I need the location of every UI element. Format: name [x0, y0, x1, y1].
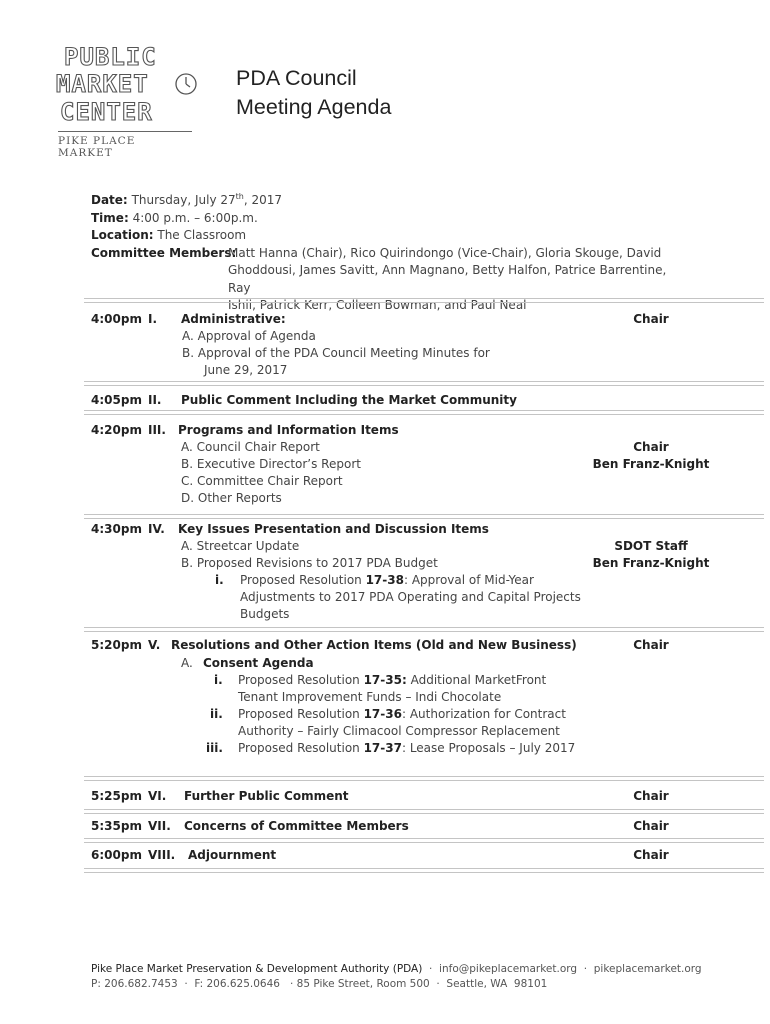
- divider: [84, 514, 764, 519]
- subitem-presenter: Ben Franz-Knight: [592, 457, 710, 471]
- members-label: Committee Members:: [91, 245, 237, 260]
- location-value: The Classroom: [157, 228, 247, 242]
- footer-website[interactable]: pikeplacemarket.org: [593, 963, 702, 975]
- members-list: Matt Hanna (Chair), Rico Quirindongo (Vice-Chair), Gloria Skouge, David Ghoddousi, James Savitt, Ann Magnano, Betty Halfon, Patrice Barrentine, Ray Ishii, Patrick Kerr, Colleen Bowman, and Paul Neal: [228, 245, 667, 312]
- item-time: 4:05pm: [91, 393, 142, 407]
- sub-subitem: Proposed Resolution 17-35: Additional MarketFront: [238, 673, 547, 687]
- item-number: VIII.: [148, 848, 176, 862]
- divider: [84, 298, 764, 303]
- committee-members: [91, 245, 691, 312]
- date-line: [91, 188, 691, 210]
- subitem-continuation: June 29, 2017: [204, 363, 288, 377]
- divider: [84, 381, 764, 386]
- item-time: 6:00pm: [91, 848, 142, 862]
- title-line-2: Meeting Agenda: [236, 95, 392, 119]
- subitem: C. Committee Chair Report: [181, 474, 343, 488]
- divider: [84, 868, 764, 873]
- divider: [84, 410, 764, 415]
- item-time: 4:20pm: [91, 423, 142, 437]
- item-presenter: Chair: [633, 638, 669, 652]
- item-title: Public Comment Including the Market Community: [181, 393, 517, 407]
- item-number: VI.: [148, 789, 167, 803]
- item-title: Resolutions and Other Action Items (Old and New Business): [171, 638, 577, 652]
- sub-subitem-continuation: Authority – Fairly Climacool Compressor Replacement: [238, 724, 560, 738]
- subitem: B. Approval of the PDA Council Meeting Minutes for: [182, 346, 490, 360]
- page-title: [236, 64, 391, 122]
- logo-line-market: MARKET: [56, 70, 149, 98]
- footer-line-1: Pike Place Market Preservation & Development Authority (PDA) · info@pikeplacemarket.org · pikeplacemarket.org: [91, 963, 702, 975]
- subitem-title: Consent Agenda: [203, 656, 314, 670]
- sub-subitem: Proposed Resolution 17-38: Approval of Mid-Year: [240, 573, 534, 587]
- item-time: 5:35pm: [91, 819, 142, 833]
- item-presenter: Chair: [633, 789, 669, 803]
- item-title: Adjournment: [188, 848, 277, 862]
- sub-subitem-continuation: Adjustments to 2017 PDA Operating and Capital Projects: [240, 590, 581, 604]
- subitem: A. Approval of Agenda: [182, 329, 316, 343]
- subitem: A. Council Chair Report: [181, 440, 320, 454]
- divider: [84, 809, 764, 814]
- logo-subtitle: PIKE PLACE MARKET: [58, 131, 192, 159]
- time-label: Time:: [91, 210, 129, 225]
- page-footer: [91, 962, 702, 992]
- subitem-letter: A.: [181, 656, 193, 670]
- sub-subitem: Proposed Resolution 17-37: Lease Proposals – July 2017: [238, 741, 576, 755]
- item-title: Further Public Comment: [184, 789, 349, 803]
- item-title: Programs and Information Items: [178, 423, 399, 437]
- logo-line-center: CENTER: [60, 98, 153, 126]
- item-presenter: Chair: [633, 312, 669, 326]
- divider: [84, 776, 764, 781]
- location-line: [91, 227, 691, 245]
- item-number: VII.: [148, 819, 171, 833]
- item-presenter: Chair: [633, 848, 669, 862]
- sub-subitem: Proposed Resolution 17-36: Authorization for Contract: [238, 707, 566, 721]
- subitem-presenter: Chair: [633, 440, 669, 454]
- divider: [84, 838, 764, 843]
- subitem: B. Executive Director’s Report: [181, 457, 361, 471]
- location-label: Location:: [91, 228, 154, 242]
- title-line-1: PDA Council: [236, 66, 357, 90]
- sub-subitem-number: i.: [215, 573, 224, 587]
- sub-subitem-number: iii.: [206, 741, 223, 755]
- sub-subitem-continuation: Tenant Improvement Funds – Indi Chocolate: [238, 690, 502, 704]
- item-number: V.: [148, 638, 161, 652]
- item-number: II.: [148, 393, 162, 407]
- sub-subitem-number: i.: [214, 673, 223, 687]
- clock-icon: [174, 72, 198, 96]
- public-market-center-logo: [56, 43, 196, 159]
- meeting-details: [91, 188, 691, 312]
- item-time: 5:25pm: [91, 789, 142, 803]
- item-title: Key Issues Presentation and Discussion Items: [178, 522, 489, 536]
- subitem: A. Streetcar Update: [181, 539, 300, 553]
- item-number: III.: [148, 423, 166, 437]
- sub-subitem-continuation: Budgets: [240, 607, 290, 621]
- time-line: [91, 210, 691, 228]
- footer-email[interactable]: info@pikeplacemarket.org: [439, 963, 578, 975]
- time-value: 4:00 p.m. – 6:00p.m.: [132, 210, 258, 225]
- subitem: B. Proposed Revisions to 2017 PDA Budget: [181, 556, 438, 570]
- sub-subitem-number: ii.: [210, 707, 223, 721]
- item-time: 4:00pm: [91, 312, 142, 326]
- footer-contact-line: P: 206.682.7453 · F: 206.625.0646 · 85 Pike Street, Room 500 · Seattle, WA 98101: [91, 978, 548, 990]
- divider: [84, 627, 764, 632]
- date-value: Thursday, July 27th, 2017: [131, 192, 283, 207]
- date-label: Date:: [91, 193, 128, 207]
- subitem: D. Other Reports: [181, 491, 282, 505]
- footer-org: Pike Place Market Preservation & Development Authority (PDA): [91, 963, 423, 975]
- logo-line-public: PUBLIC: [64, 43, 157, 71]
- subitem-presenter: SDOT Staff: [614, 539, 688, 553]
- item-time: 4:30pm: [91, 522, 142, 536]
- item-title: Administrative:: [181, 312, 286, 326]
- item-presenter: Chair: [633, 819, 669, 833]
- subitem-presenter: Ben Franz-Knight: [592, 556, 710, 570]
- item-number: IV.: [148, 522, 165, 536]
- item-number: I.: [148, 312, 158, 326]
- item-title: Concerns of Committee Members: [184, 819, 409, 833]
- item-time: 5:20pm: [91, 638, 142, 652]
